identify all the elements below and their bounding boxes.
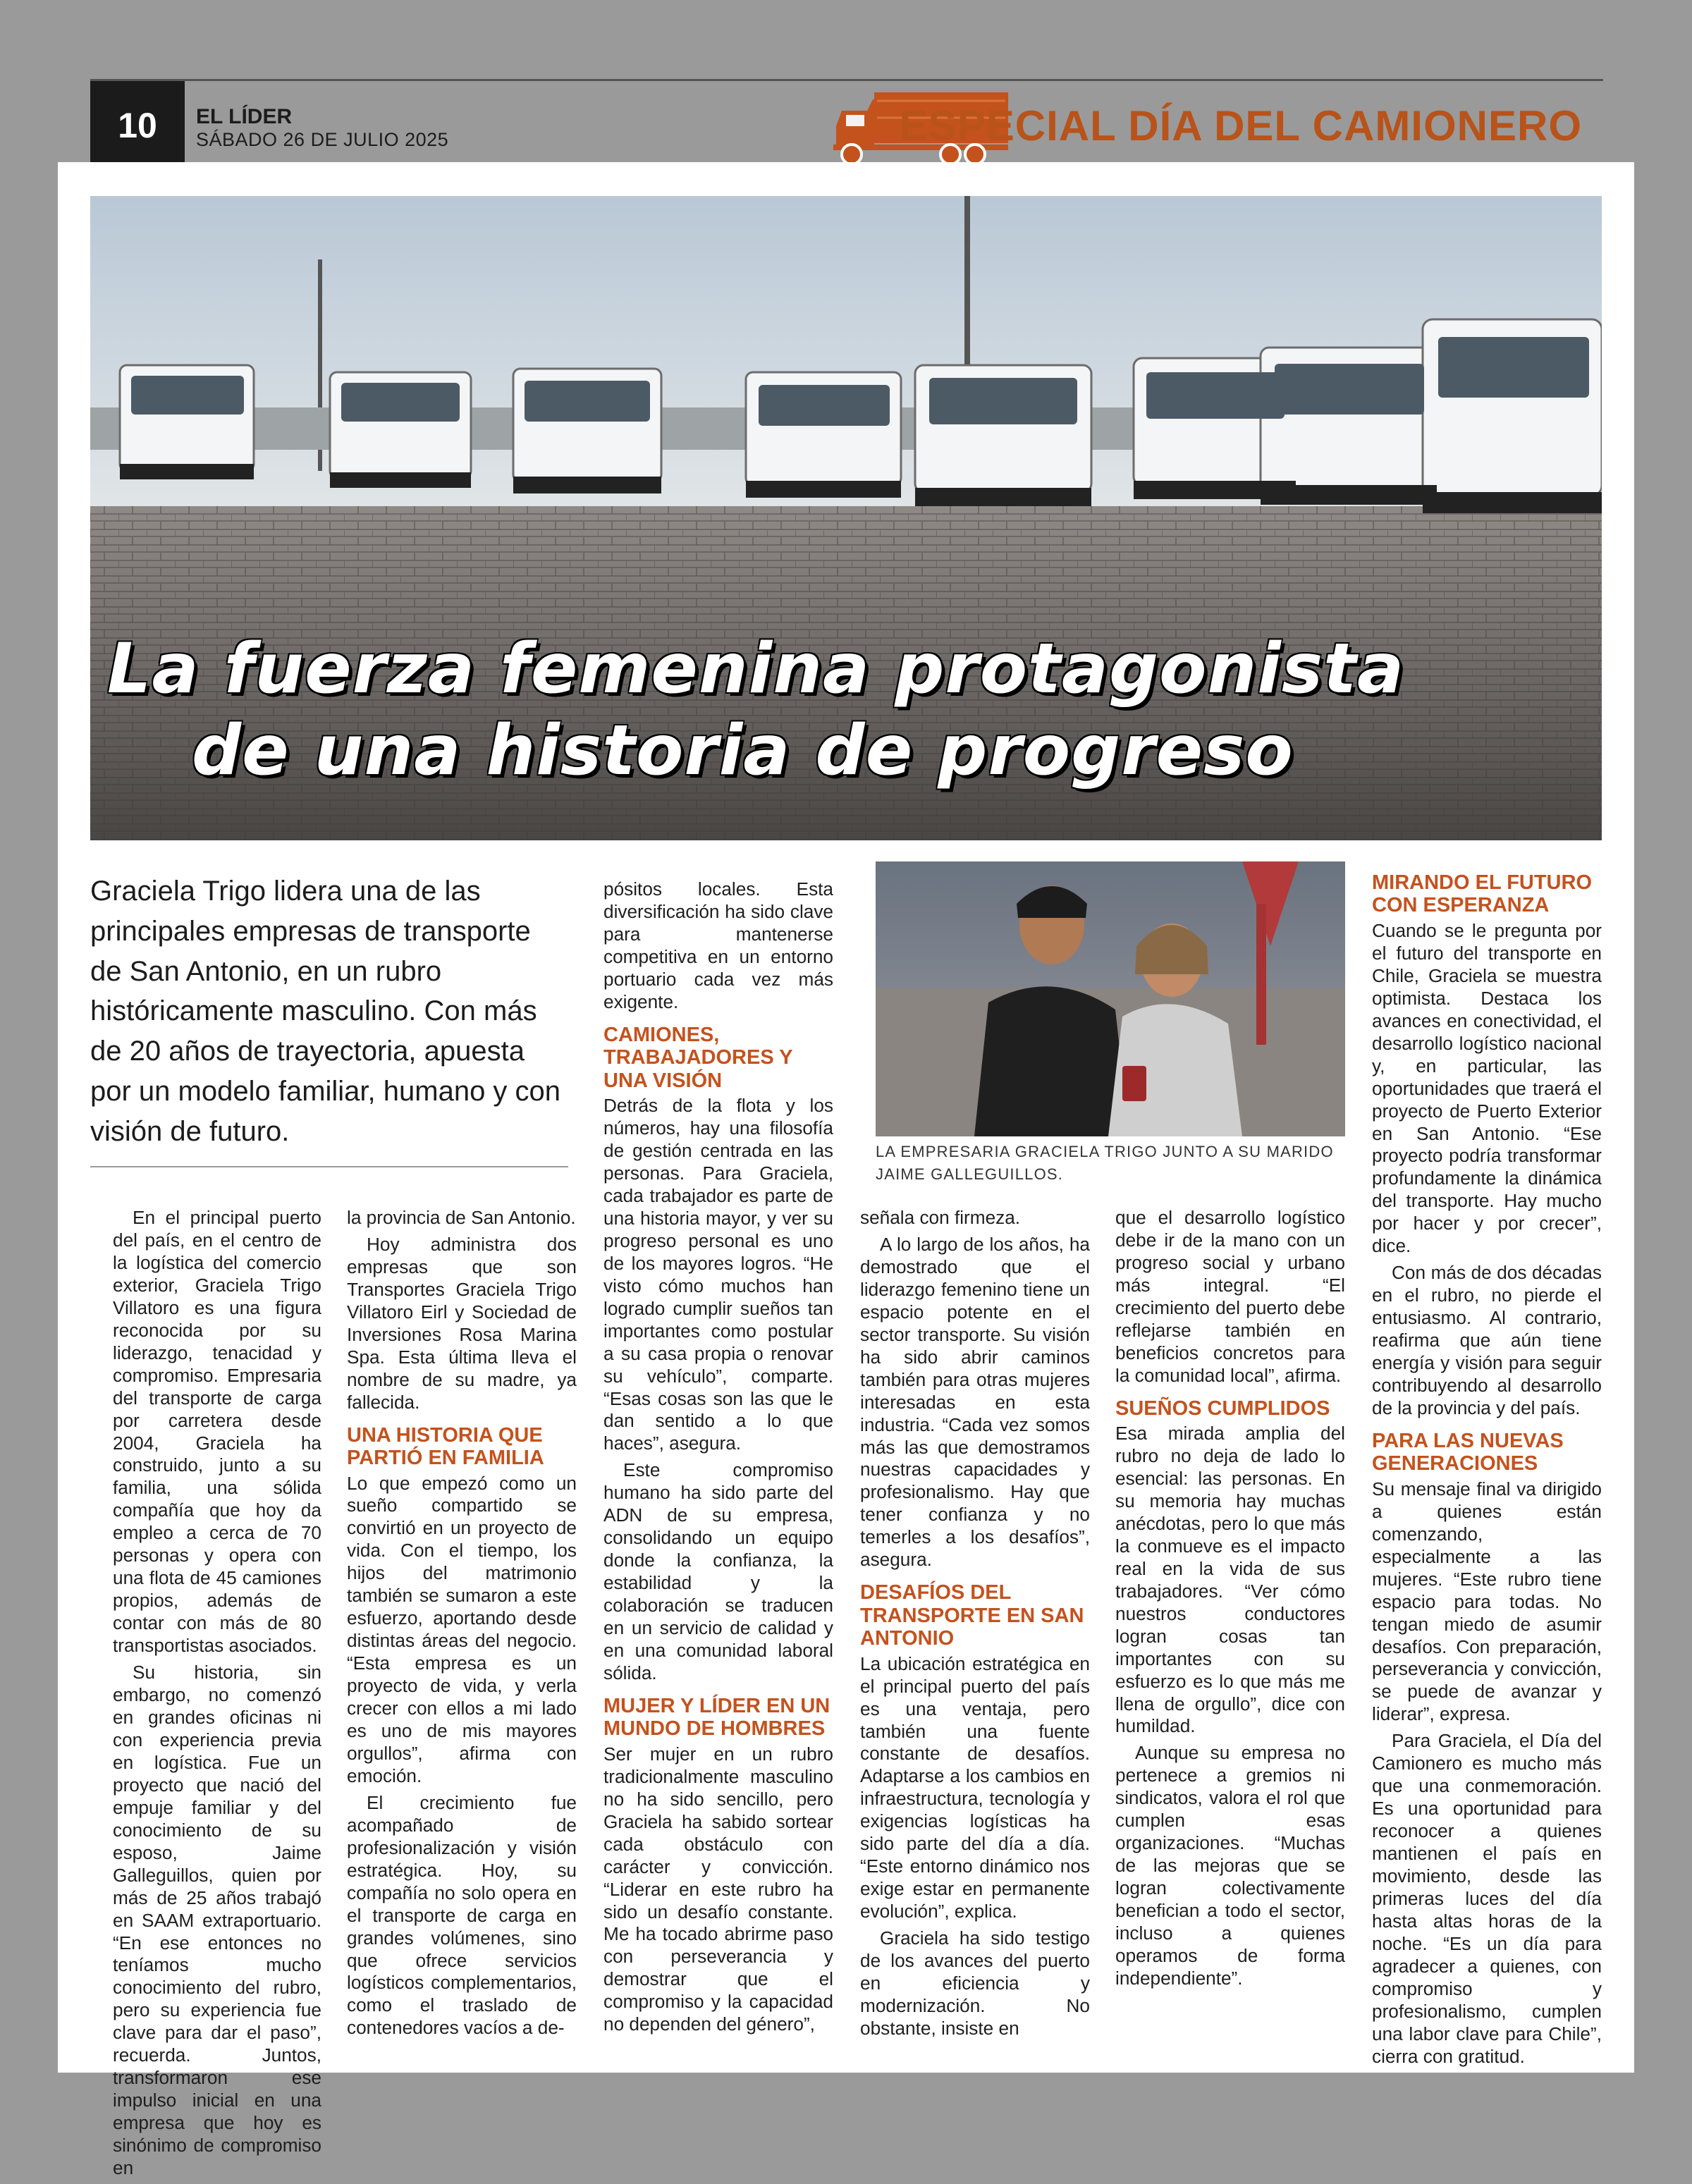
paragraph: En el principal puerto del país, en el centro de la logística del comercio exterior, Graciela Trigo Villatoro es una figura reconocida por su liderazgo, tenacidad y compromiso. Empresaria del transporte de carga por carretera desde 2004, Graciela ha construido, junto a su familia, una sólida compañía que hoy da empleo a cerca de 70 personas y opera con una flota de 45 camiones propios, además de contar con más de 80 transportistas asociados. xyxy=(113,1207,321,1657)
headline-line-1: La fuerza femenina protagonista xyxy=(107,629,1405,709)
section-heading: MIRANDO EL FUTURO CON ESPERANZA xyxy=(1372,871,1593,917)
publication-name: EL LÍDER xyxy=(196,105,293,128)
publication-date: SÁBADO 26 DE JULIO 2025 xyxy=(196,129,449,150)
couple-photo xyxy=(876,861,1345,1136)
paragraph: Este compromiso humano ha sido parte del ADN de su empresa, consolidando un equipo donde la confianza, la estabilidad y la colaboración se traducen en un servicio de calidad y en una comunidad laboral sólida. xyxy=(603,1459,833,1683)
section-heading: PARA LAS NUEVAS GENERACIONES xyxy=(1372,1429,1564,1476)
paragraph: que el desarrollo logístico debe ir de la mano con un progreso social y urbano más integral. “El crecimiento del puerto debe reflejarse también en beneficios concretos para la comunidad local”, afirma. xyxy=(1115,1207,1345,1386)
article-column-6 xyxy=(1372,871,1602,2073)
divider xyxy=(90,1166,568,1167)
headline xyxy=(107,629,1404,792)
paragraph: A lo largo de los años, ha demostrado que el liderazgo femenino tiene un espacio potente en el sector transporte. Su visión ha sido abrir caminos también para otras mujeres interesadas en esta industria. “Cada vez somos más las que demostramos nuestras capacidades y profesionalismo. Hay que tener confianza y no temerles a los desafíos”, asegura. xyxy=(860,1233,1090,1571)
paragraph: Su mensaje final va dirigido a quienes están comenzando, especialmente a las mujeres. “Este rubro tiene espacio para todas. No tengan miedo de asumir desafíos. Con preparación, perseverancia y convicción, se puede de avanzar y liderar”, expresa. xyxy=(1372,1478,1602,1725)
section-title: ESPECIAL DÍA DEL CAMIONERO xyxy=(899,102,1582,149)
paragraph: Lo que empezó como un sueño compartido se convirtió en un proyecto de vida. Con el tiempo, los hijos del matrimonio también se sumaron a este esfuerzo, aportando desde distintas áreas del negocio. “Esta empresa es un proyecto de vida, y verla crecer con ellos a mi lado es uno de mis mayores orgullos”, afirma con emoción. xyxy=(347,1472,577,1786)
hero-photo xyxy=(90,196,1602,840)
paragraph: Detrás de la flota y los números, hay una filosofía de gestión centrada en las personas. Para Graciela, cada trabajador es parte de una historia mayor, y ver su progreso personal es uno de los mayores logros. “He visto cómo muchos han logrado cumplir sueños tan importantes como postular a su casa propia o renovar su vehículo”, comparte. “Esas cosas son las que le dan sentido a lo que haces”, asegura. xyxy=(603,1095,833,1454)
paragraph: Esa mirada amplia del rubro no deja de lado lo esencial: las personas. En su memoria hay muchas anécdotas, pero lo que más la conmueve es el impacto real en la vida de sus trabajadores. “Ver cómo nuestros conductores logran cosas tan importantes con su esfuerzo es lo que más me llena de orgullo”, dice con humildad. xyxy=(1115,1423,1345,1737)
paragraph: Ser mujer en un rubro tradicionalmente masculino no ha sido sencillo, pero Graciela ha sabido sortear cada obstáculo con carácter y convicción. “Liderar en este rubro ha sido un desafío constante. Me ha tocado abrirme paso con perseverancia y demostrar que el compromiso y la capacidad no dependen del género”, xyxy=(603,1743,833,2035)
paragraph: Con más de dos décadas en el rubro, no pierde el entusiasmo. Al contrario, reafirma que aún tiene energía y visión para seguir contribuyendo al desarrollo de la provincia y del país. xyxy=(1372,1262,1602,1418)
headline-line-2: de una historia de progreso xyxy=(192,710,1294,791)
section-heading: UNA HISTORIA QUE PARTIÓ EN FAMILIA xyxy=(347,1423,544,1470)
article-column-3 xyxy=(603,878,833,2040)
article-column-5 xyxy=(1115,1207,1345,1994)
couple-image xyxy=(876,861,1345,1136)
paragraph: El crecimiento fue acompañado de profesionalización y visión estratégica. Hoy, su compañía no solo opera en el transporte de carga en grandes volúmenes, sino que ofrece servicios logísticos complementarios, como el traslado de contenedores vacíos a de- xyxy=(347,1791,577,2039)
section-heading: SUEÑOS CUMPLIDOS xyxy=(1115,1397,1330,1420)
article-column-4 xyxy=(860,1207,1090,2044)
page-number: 10 xyxy=(90,81,185,170)
page-header xyxy=(90,79,1603,173)
section-heading: MUJER Y LÍDER EN UN MUNDO DE HOMBRES xyxy=(603,1694,830,1741)
paragraph: Aunque su empresa no pertenece a gremios ni sindicatos, valora el rol que cumplen esas organizaciones. “Muchas de las mejoras que se logran colectivamente benefician a todo el sector, incluso a quienes operamos de forma independiente”. xyxy=(1115,1742,1345,1989)
paragraph: la provincia de San Antonio. xyxy=(347,1207,576,1228)
paragraph: señala con firmeza. xyxy=(860,1207,1021,1228)
section-heading: DESAFÍOS DEL TRANSPORTE EN SAN ANTONIO xyxy=(860,1581,1084,1650)
paragraph: Hoy administra dos empresas que son Transportes Graciela Trigo Villatoro Eirl y Sociedad de Inversiones Rosa Marina Spa. Esta última lleva el nombre de su madre, ya fallecida. xyxy=(347,1233,577,1413)
section-heading: CAMIONES, TRABAJADORES Y UNA VISIÓN xyxy=(603,1023,793,1092)
lead-paragraph: Graciela Trigo lidera una de las principales empresas de transporte de San Antonio, en un rubro históricamente masculino. Con más de 20 años de trayectoria, apuesta por un modelo familiar, humano y con visión de futuro. xyxy=(90,876,561,1147)
paragraph: Graciela ha sido testigo de los avances del puerto en eficiencia y modernización. No obstante, insiste en xyxy=(860,1927,1090,2039)
paragraph: Su historia, sin embargo, no comenzó en grandes oficinas ni con experiencia previa en logística. Fue un proyecto que nació del empuje familiar y del conocimiento de su esposo, Jaime Galleguillos, quien por más de 25 años trabajó en SAAM extraportuario. “En ese entonces no teníamos mucho conocimiento del rubro, pero su experiencia fue clave para dar el paso”, recuerda. Juntos, transformaron ese impulso inicial en una empresa que hoy es sinónimo de compromiso en xyxy=(113,1662,321,2179)
paragraph: La ubicación estratégica en el principal puerto del país es una ventaja, pero también una fuente constante de desafíos. Adaptarse a los cambios en infraestructura, tecnología y exigencias logísticas ha sido parte del día a día. “Este entorno dinámico nos exige estar en permanente evolución”, explica. xyxy=(860,1652,1090,1922)
paragraph: Cuando se le pregunta por el futuro del transporte en Chile, Graciela se muestra optimista. Destaca los avances en conectividad, el desarrollo logístico nacional y, en particular, las oportunidades que traerá el proyecto de Puerto Exterior en San Antonio. “Ese proyecto podría transformar profundamente la dinámica del transporte. Hay mucho por hacer y por crecer”, dice. xyxy=(1372,919,1602,1257)
paragraph: Para Graciela, el Día del Camionero es mucho más que una conmemoración. Es una oportunidad para reconocer a quienes mantienen el país en movimiento, desde las primeras luces del día hasta altas horas de la noche. “Es un día para agradecer a quienes, con compromiso y profesionalismo, cumplen una labor clave para Chile”, cierra con gratitud. xyxy=(1372,1730,1602,2067)
paragraph: pósitos locales. Esta diversificación ha sido clave para mantenerse competitiva en un entorno portuario cada vez más exigente. xyxy=(603,878,833,1012)
photo-caption: LA EMPRESARIA GRACIELA TRIGO JUNTO A SU MARIDO JAIME GALLEGUILLOS. xyxy=(876,1143,1334,1183)
article-column-1 xyxy=(113,1207,321,2184)
article-column-2 xyxy=(347,1207,577,2044)
